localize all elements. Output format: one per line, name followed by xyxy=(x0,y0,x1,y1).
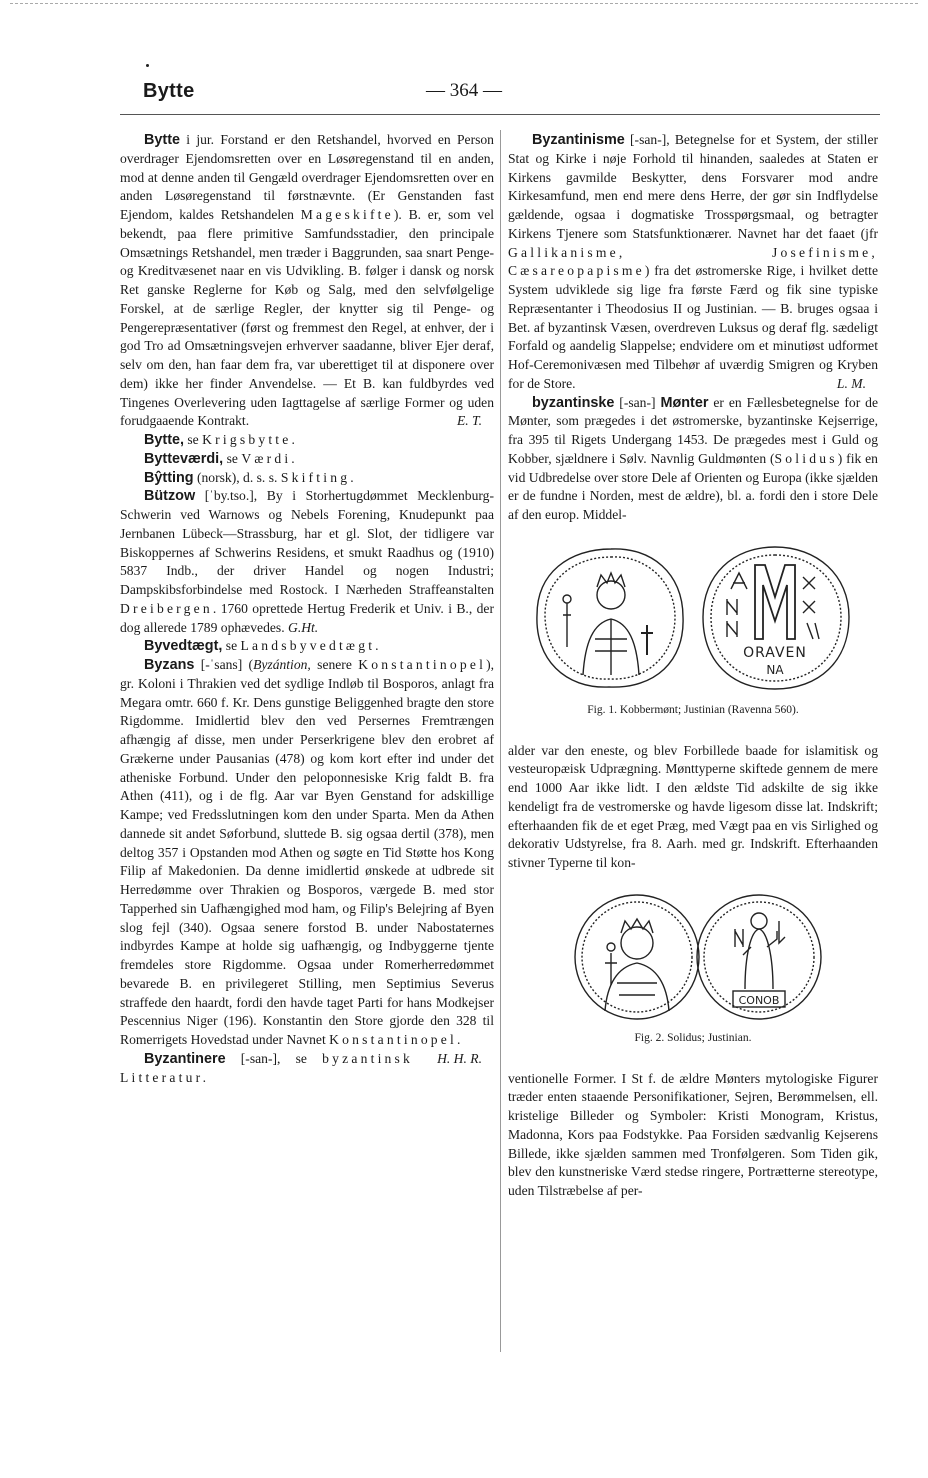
header-mark xyxy=(146,64,149,67)
figure-caption: Fig. 2. Solidus; Justinian. xyxy=(634,1031,752,1044)
entry-continuation: alder var den eneste, og blev Forbillede baade for islamitisk og vesteuropæisk Udprægning. Mønttyperne skiftede gennem de mere end 1000 Aar ikke lidt. I den ældste Tid adskilte de sig ikke kendeligt fra de vestromerske og havde ligesom disse lat. Indskrift; efterhaanden fik de et eget Præg, med Vægt paa en vis Sirlighed og dekorativ Udstyrelse, fra 8. Aarh. med gr. Indskrift. Efterhaanden stivner Typerne til kon- xyxy=(508,742,878,870)
figure-2 xyxy=(508,891,878,1048)
author-signature: H. H. R. xyxy=(437,1050,482,1066)
header-rule xyxy=(120,114,880,115)
entry-text: se xyxy=(226,450,238,466)
headword: Mønter xyxy=(660,394,709,411)
headword: Bützow xyxy=(144,488,196,505)
entry-text: ). B. er, som vel bekendt, paa flere primitive Samfundsstadier, den principale Omsætnings Retshandel, men træder i Baggrunden, saa snart Penge- og Kreditvæsenet naar en vis Udvikling. B. følger i dansk og norsk Ret ganske Reglerne for Køb og Salg, med den selvfølgelige Forskel, at de særlige Regler, der knytter sig til Penge- og Pengerepræsentativer (først og fremmest den Regel, at enhver, der i god Tro ad Omsætningsvejen erhverver saadanne, bliver Ejer deraf, selv om den, han faar dem fra, var uberettiget til at disponere over dem) ikke her finder Anvendelse. — Et B. kan fuldbyrdes ved Tingenes Overlevering uden Iagttagelse af særlige Former og uden forudgaaende Kontrakt. xyxy=(120,207,495,429)
figure-1 xyxy=(508,543,878,720)
place-name: Dreibergen xyxy=(120,600,213,616)
entry-byzantinisme xyxy=(508,131,878,394)
entry-bytting xyxy=(120,469,494,488)
greek-name: Byzántion, xyxy=(253,657,311,672)
entry-bytte xyxy=(120,131,494,431)
headword: Byvedtægt, xyxy=(144,638,223,655)
entry-text: [ˈby.tso.], By i Storhertugdømmet Mecklenburg-Schwerin ved Warnows og Nebels Forening, Knudepunkt paa Jernbanen Lübeck—Strassburg, har et gl. Slot, der tidligere var Biskoppernes af Schwerins Residens, et smukt Raadhus og (1910) 5837 Indb., der driver Handel og nogen Industri; Dampskibsforbindelse med Rostock. I Nærheden Straffeanstalten xyxy=(120,488,495,597)
cross-reference: Mageskifte xyxy=(300,207,394,222)
headword: Bytte, xyxy=(144,432,184,448)
entry-text: se xyxy=(187,432,199,447)
left-column xyxy=(120,131,494,1087)
entry-text: se xyxy=(225,638,238,654)
cross-reference: Skifting. xyxy=(280,469,357,485)
entry-text: er en Fællesbetegnelse for de Mønter, som prægedes i det østromerske, byzantinske Kejserrige, fra 395 til Rigets Undergang 1453. De prægedes mest i Guld og Kobber, sjældnere i Sølv. Navnlig Guldmønten ( xyxy=(508,394,878,466)
column-divider xyxy=(500,130,501,1352)
headword: byzantinske xyxy=(532,394,615,411)
entry-text: ), gr. Koloni i Thrakien ved det sydlige Indløb til Bosporos, anlagt fra Megara omtr. 660 f. Kr. Dens gunstige Beliggenhed bragte den store Rigdomme. Imidlertid blev den ved Persernes Fremtrængen afhængig af disse, men under Perserkrigene blev den erobret af Grækerne under Pausanias (478) og kom kort efter ind under det atheniske Forbund. Under den peloponnesiske Krig faldt B. fra Athen (411), og i de flg. Aar var Byen Genstand for adskillige Kampe; ved Fredsslutningen kom den under Sparta. Men da Athen dannede sit andet Søforbund, sluttede B. sig ogsaa dertil (378), men deltog 357 i Opstanden mod Athen og søgte en Tid Støtte hos Kong Filip af Makedonien. Da denne imidlertid ønskede at udbrede sit Herredømme over Thrakien og Bosporos, værgede B. med stor Tapperhed sin Uafhængighed mod ham, og Filip's Belejring af Byen slog fejl (340). Ogsaa senere forstod B. under Nabostaternes indbyrdes Kampe at holde sig uafhængig, og Indbyggerne tjente fremdeles store Rigdomme. Ogsaa under Romerherredømmet bevarede B. en privilegeret Stilling, men Septimius Severus straffede den haardt, fordi den havde taget Parti for hans Modkejser Pescennius Niger (196). Konstantin den Store gjorde den 328 til Romerrigets Hovedstad under Navnet xyxy=(120,657,494,1047)
cross-reference: Solidus xyxy=(774,450,838,466)
solidus-coin-illustration xyxy=(523,891,863,1021)
cross-reference: Krigsbytte. xyxy=(202,432,299,447)
cross-reference: Konstantinopel. xyxy=(329,1032,464,1047)
headword: Byzans xyxy=(144,657,195,673)
entry-text: [-ˈsans] ( xyxy=(200,657,254,672)
running-title: Bytte xyxy=(143,80,195,102)
coin-inscription: NA xyxy=(766,662,784,677)
entry-bytte-2 xyxy=(120,431,494,450)
headword: Bŷtting xyxy=(144,469,194,486)
entry-text: [-san-] xyxy=(619,394,656,410)
coin-inscription: ORAVEN xyxy=(743,644,807,661)
headword: Bytteværdi, xyxy=(144,450,224,467)
cross-reference: Gallikanisme, Josefinisme, Cæsareopapisme xyxy=(508,244,878,279)
entry-byttevaerdi xyxy=(120,450,494,469)
page-number: — 364 — xyxy=(426,80,502,101)
right-column xyxy=(508,131,878,1201)
coin-obverse xyxy=(575,895,699,1019)
entry-text: i jur. Forstand er den Retshandel, hvorved en Person overdrager Ejendomsretten over en Løsøregenstand til en anden, mod at denne anden til Gengæld overdrager Ejendomsretten over en anden Løsøregenstand til førstnævnte. (Er Genstanden fast Ejendom, kaldes Retshandelen xyxy=(120,132,494,222)
entry-byzantinske-monter xyxy=(508,394,878,525)
cross-reference: byzantinsk Litteratur. xyxy=(120,1050,414,1085)
coin-inscription: CONOB xyxy=(738,993,780,1007)
entry-text: (norsk), d. s. s. xyxy=(196,469,278,485)
headword: Bytte xyxy=(144,132,180,148)
entry-byvedtaegt xyxy=(120,637,494,656)
entry-butzow xyxy=(120,487,494,637)
entry-text: ) fik en vid Udbredelse over store Dele af Orienten og Europa (ikke sjælden er de fundne i Norden, mest de ældre), bl. a. fordi den i store Dele af den europ. Middel- xyxy=(508,450,878,522)
headword: Byzantinere xyxy=(144,1050,226,1067)
scan-top-edge xyxy=(10,3,918,4)
cross-reference: Konstantinopel xyxy=(358,657,487,672)
entry-text: [-san-], se xyxy=(240,1050,307,1066)
cross-reference: Værdi. xyxy=(241,450,298,466)
entry-text: ) fra det østromerske Rige, i hvilket dette System udviklede sig lige fra første Færd og fik sine typiske Repræsentanter i Theodosius II og Justinian. — B. bruges ogsaa i Bet. af byzantinsk Væsen, overdreven Luksus og deraf flg. sædeligt Forfald og aandelig Slappelse; endvidere om et minutiøst udformet Hof-Ceremonivæsen med Tilbehør af uværdig Smigren og Kryben for de Store. xyxy=(508,263,878,391)
author-signature: L. M. xyxy=(836,375,866,391)
author-signature: G.Ht. xyxy=(288,619,319,635)
entry-text: senere xyxy=(317,657,352,672)
entry-text: . 1760 oprettede Hertug Frederik et Univ. i B., der dog allerede 1789 ophævedes. xyxy=(120,600,494,635)
copper-coin-illustration xyxy=(523,543,863,693)
figure-caption: Fig. 1. Kobbermønt; Justinian (Ravenna 560). xyxy=(587,703,799,716)
cross-reference: Landsbyvedtægt. xyxy=(240,638,382,654)
entry-text: [-san-], Betegnelse for et System, der stiller Stat og Kirke i nøje Forhold til hinanden, saaledes at Staten er Kirkens gavmilde Beskytter, dens Forsvarer mod andre Kirkesamfund, men end mere dens Herre, der gør sin Indflydelse gældende, ogsaa i dogmatiske Trosspørgsmaal, og betragter Kirkens Tjenere som Statsfunktionærer. Navnet har det faaet (jfr xyxy=(508,132,879,241)
author-signature: E. T. xyxy=(456,413,482,429)
coin-obverse xyxy=(537,549,683,687)
entry-continuation: ventionelle Former. I St f. de ældre Mønters mytologiske Figurer træder enten staaende Personifikationer, Sejren, Berømmelsen, ell. kristelige Billeder og Symboler: Kristi Monogram, Kristus, Madonna, Kors paa Fodstykke. Paa Forsiden sædvanlig Kejserens Billede, ikke sjælden sammen med Tronfølgeren. Som Tiden gik, blev den kunstneriske Værd stedse ringere, Portrætterne stereotype, uden Tilstræbelse af per- xyxy=(508,1070,878,1198)
headword: Byzantinisme xyxy=(532,132,625,148)
